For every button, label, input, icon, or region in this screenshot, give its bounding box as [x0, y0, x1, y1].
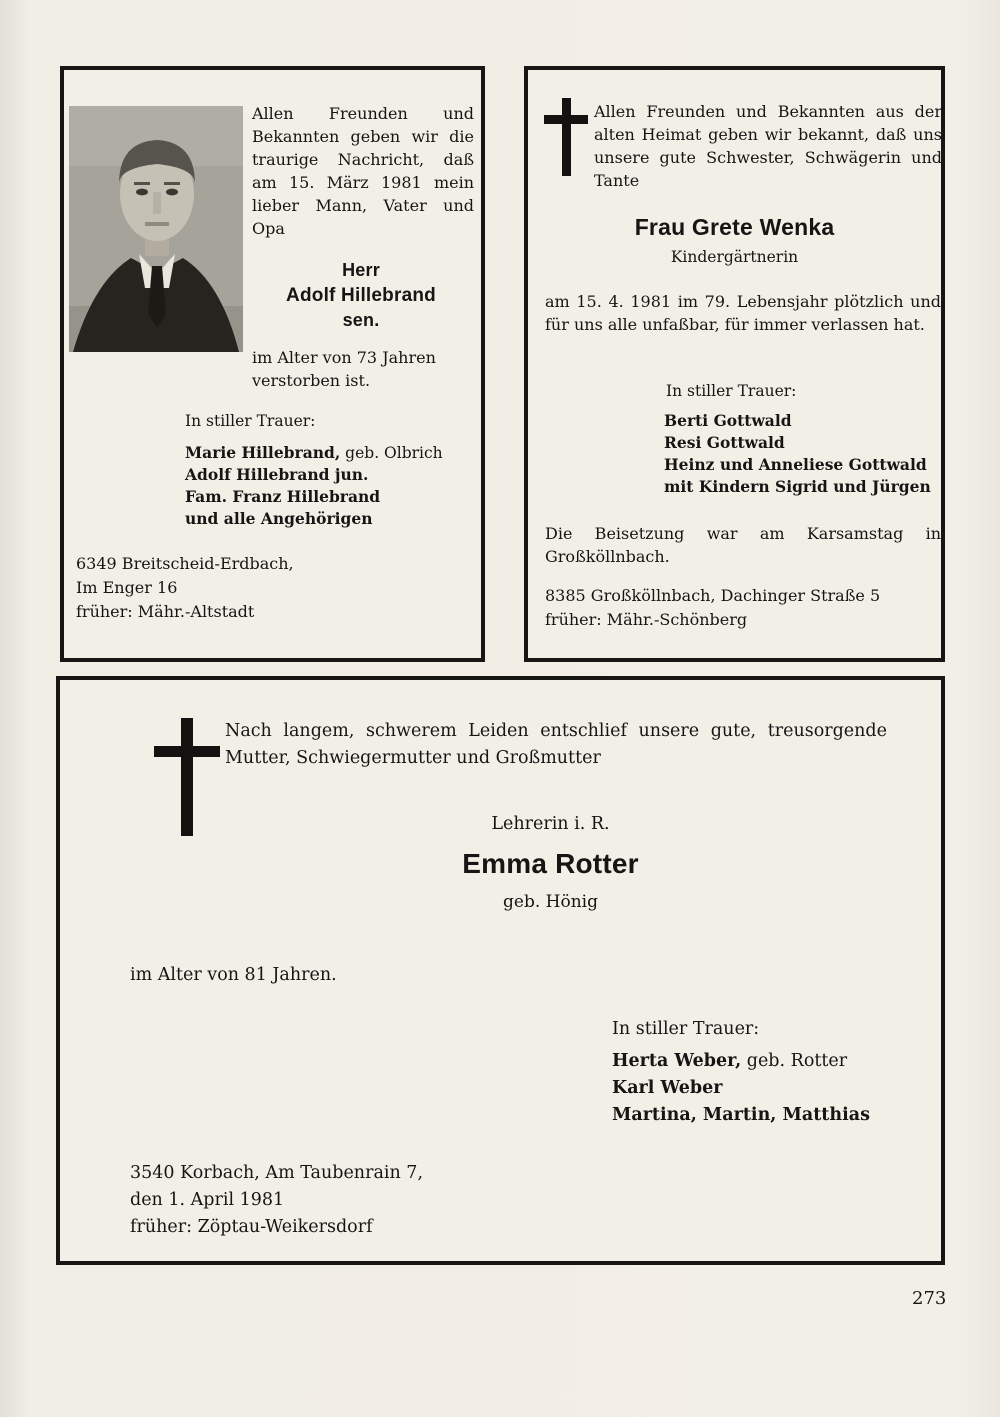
cross-horizontal-bar — [544, 115, 588, 124]
mourner-name-suffix: geb. Olbrich — [340, 444, 443, 462]
mourner-line: mit Kindern Sigrid und Jürgen — [664, 477, 931, 496]
obituary-emma-rotter — [56, 676, 945, 1265]
portrait-illustration — [69, 106, 243, 352]
intro-text: Nach langem, schwerem Leiden entschlief unsere gute, treusorgende Mutter, Schwiegermutter und Großmutter — [225, 721, 887, 768]
page-number: 273 — [912, 1288, 947, 1309]
death-text: im Alter von 73 Jahren verstorben ist. — [252, 348, 436, 390]
mourner-line — [612, 1048, 870, 1075]
address-line: Im Enger 16 — [76, 578, 178, 597]
name-suffix: sen. — [342, 310, 380, 330]
address-block — [76, 552, 294, 624]
mourner-line: Heinz und Anneliese Gottwald — [664, 455, 927, 474]
deceased-name-block — [236, 258, 486, 333]
address-line: früher: Mähr.-Altstadt — [76, 602, 255, 621]
profession: Kindergärtnerin — [670, 248, 799, 266]
mourner-name: Marie Hillebrand, — [185, 443, 341, 462]
mourning-label: In stiller Trauer: — [185, 412, 316, 430]
mourner-line — [185, 442, 443, 464]
mourners-list — [612, 1048, 870, 1129]
mourning-label: In stiller Trauer: — [612, 1019, 760, 1039]
obituary-grete-wenka — [524, 66, 945, 662]
address-block — [130, 1160, 423, 1241]
address-line: den 1. April 1981 — [130, 1190, 285, 1210]
honorific: Herr — [342, 260, 380, 280]
birth-name: geb. Hönig — [503, 892, 598, 912]
deceased-name: Emma Rotter — [462, 848, 639, 879]
cross-vertical-bar — [562, 98, 571, 176]
deceased-name: Adolf Hillebrand — [286, 285, 436, 306]
mourner-line: Fam. Franz Hillebrand — [185, 487, 381, 506]
intro-text: Allen Freunden und Bekannten aus der alten Heimat geben wir bekannt, daß uns unsere gute Schwester, Schwägerin und Tante — [594, 102, 942, 190]
mourner-line: Adolf Hillebrand jun. — [185, 465, 369, 484]
age-text: im Alter von 81 Jahren. — [130, 965, 337, 985]
burial-text: Die Beisetzung war am Karsamstag in Großköllnbach. — [545, 524, 941, 566]
mourners-list — [664, 410, 931, 498]
address-line: 6349 Breitscheid-Erdbach, — [76, 554, 294, 573]
mourner-line: Berti Gottwald — [664, 411, 792, 430]
mourner-line: Karl Weber — [612, 1078, 723, 1098]
intro-text: Allen Freunden und Bekannten geben wir die traurige Nachricht, daß am 15. März 1981 mein lieber Mann, Vater und Opa — [252, 104, 474, 238]
mourner-name-suffix: geb. Rotter — [741, 1051, 848, 1071]
address-line: 3540 Korbach, Am Taubenrain 7, — [130, 1163, 424, 1183]
portrait-photo — [69, 106, 243, 352]
obituary-adolf-hillebrand — [60, 66, 485, 662]
address-line: früher: Mähr.-Schönberg — [545, 610, 748, 629]
cross-horizontal-bar — [154, 746, 220, 757]
mourner-name: Herta Weber, — [612, 1051, 742, 1071]
deceased-name: Frau Grete Wenka — [634, 214, 835, 240]
address-line: 8385 Großköllnbach, Dachinger Straße 5 — [545, 586, 881, 605]
mourning-label: In stiller Trauer: — [666, 382, 797, 400]
death-text: am 15. 4. 1981 im 79. Lebensjahr plötzlich und für uns alle unfaßbar, für immer verlassen hat. — [545, 292, 941, 334]
mourners-list — [185, 442, 443, 530]
cross-icon — [544, 98, 588, 176]
address-block — [545, 584, 880, 632]
mourner-line: und alle Angehörigen — [185, 509, 373, 528]
profession: Lehrerin i. R. — [491, 814, 610, 834]
mourner-line: Martina, Martin, Matthias — [612, 1105, 870, 1125]
address-line: früher: Zöptau-Weikersdorf — [130, 1217, 373, 1237]
mourner-line: Resi Gottwald — [664, 433, 785, 452]
